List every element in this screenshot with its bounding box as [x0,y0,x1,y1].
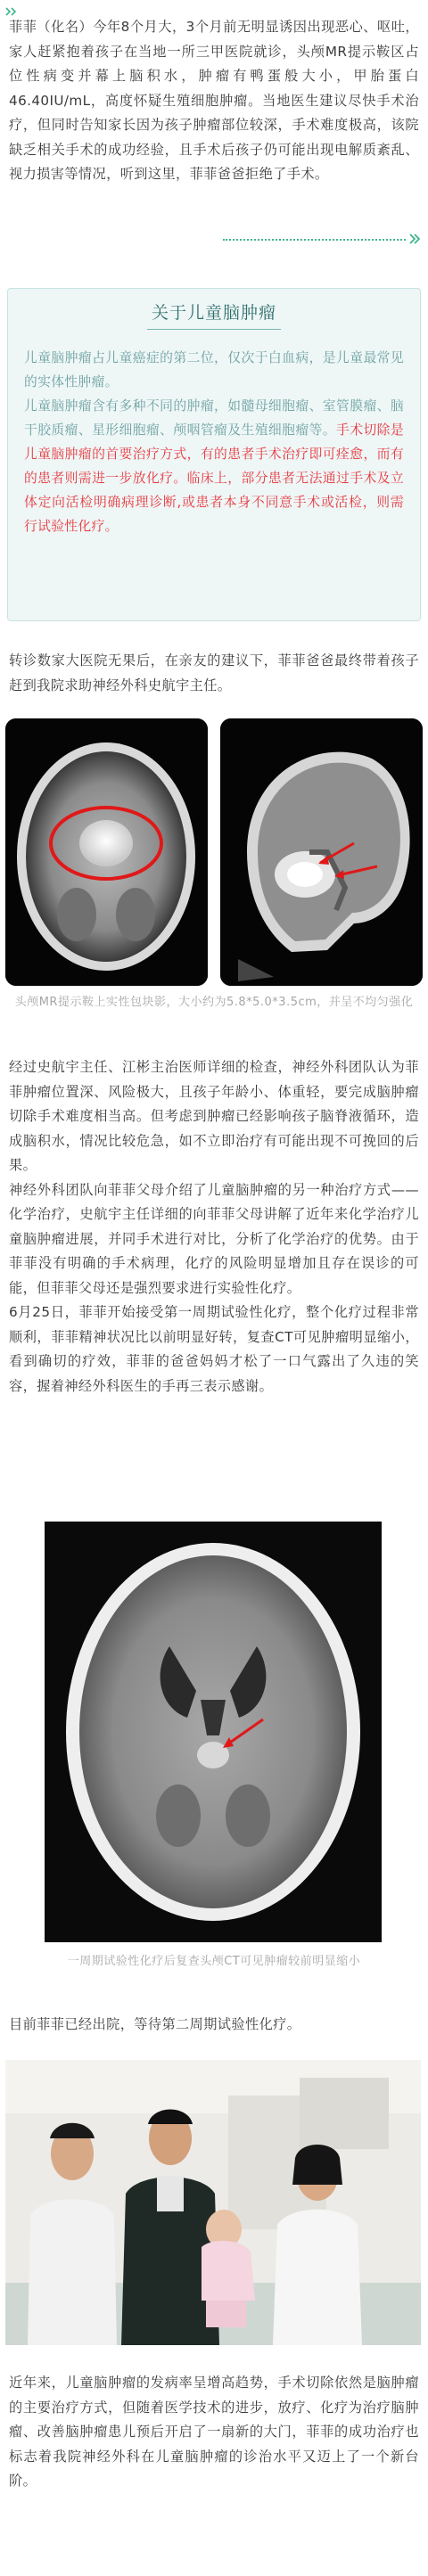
intro-paragraph [9,15,419,187]
title-underline [147,329,281,330]
caption-ct-text: 一周期试验性化疗后复查头颅CT可见肿瘤较前明显缩小 [67,1955,361,1968]
chevron-right-icon [408,234,421,244]
paragraph-status [9,2013,419,2038]
dotted-divider [223,239,406,241]
referral-text: 转诊数家大医院无果后，在亲友的建议下，菲菲爸爸最终带着孩子赶到我院求助神经外科史航宇主任。 [9,652,419,693]
mr-sagittal-image [220,718,423,986]
info-box-body [24,346,404,538]
axial-mri-scan [5,718,208,986]
intro-text: 菲菲（化名）今年8个月大，3个月前无明显诱因出现恶心、呕吐，家人赶紧抱着孩子在当地一所三甲医院就诊，头颅MR提示鞍区占位性病变并幕上脑积水，肿瘤有鸭蛋般大小，甲胎蛋白46.40IU/mL，高度怀疑生殖细胞肿瘤。当地医生建议尽快手术治疗，但同时告知家长因为孩子肿瘤部位较深，手术难度极高，该院缺乏相关手术的成功经验，且手术后孩子仍可能出现电解质紊乱、视力损害等情况，听到这里，菲菲爸爸拒绝了手术。 [9,19,419,182]
paragraph-referral [9,649,419,698]
sagittal-mri-scan [220,718,423,986]
info-box-title: 关于儿童脑肿瘤 [151,303,276,323]
caption-mr-text: 头颅MR提示鞍上实性包块影，大小约为5.8*5.0*3.5cm，并呈不均匀强化 [14,996,414,1009]
info-box-text-highlight: 手术切除是儿童脑肿瘤的首要治疗方式，有的患者手术治疗即可痊愈，而有的患者则需进一步放化疗。临床上，部分患者无法通过手术及立体定向活检明确病理诊断,或患者本身不同意手术或活检，则需行试验性化疗。 [24,422,404,534]
caption-ct [9,1952,419,1972]
ct-scan-image [45,1522,382,1942]
group-photo [5,2060,421,2345]
status-text: 目前菲菲已经出院，等待第二周期试验性化疗。 [9,2016,301,2032]
info-box-header [147,299,281,330]
family-and-doctor-photo [5,2060,421,2345]
treatment-text-3: 6月25日，菲菲开始接受第一周期试验性化疗，整个化疗过程非常顺利，菲菲精神状况比以前明显好转，复查CT可见肿瘤明显缩小，看到确切的疗效，菲菲的爸爸妈妈才松了一口气露出了久违的笑容，握着神经外科医生的手再三表示感谢。 [9,1304,419,1394]
info-box-paragraph-2 [24,394,404,538]
info-box [7,288,421,621]
conclusion-text: 近年来，儿童脑肿瘤的发病率呈增高趋势，手术切除依然是脑肿瘤的主要治疗方式，但随着医学技术的进步，放疗、化疗为治疗脑肿瘤、改善脑肿瘤患儿预后开启了一扇新的大门，菲菲的成功治疗也标志着我院神经外科在儿童脑肿瘤的诊治水平又迈上了一个新台阶。 [9,2375,419,2489]
ct-image [45,1522,382,1942]
treatment-text-2: 神经外科团队向菲菲父母介绍了儿童脑肿瘤的另一种治疗方式——化学治疗，史航宇主任详细的向菲菲父母讲解了近年来化学治疗儿童脑肿瘤进展，并同手术进行对比，分析了化学治疗的优势。由于菲菲没有明确的手术病理，化疗的风险明显增加且存在误诊的可能，但菲菲父母还是强烈要求进行实验性化疗。 [9,1181,419,1296]
info-box-text-normal: 儿童脑肿瘤含有多种不同的肿瘤，如髓母细胞瘤、室管膜瘤、脑干胶质瘤、星形细胞瘤、颅咽管瘤及生殖细胞瘤等。 [24,398,404,438]
paragraph-treatment [9,1055,419,1399]
mr-axial-image [5,718,208,986]
paragraph-conclusion [9,2371,419,2494]
caption-mr [9,993,419,1013]
treatment-text-1: 经过史航宇主任、江彬主治医师详细的检查，神经外科团队认为菲菲肿瘤位置深、风险极大，且孩子年龄小、体重轻，要完成脑肿瘤切除手术难度相当高。但考虑到肿瘤已经影响孩子脑脊液循环，造成脑积水，情况比较危急，如不立即治疗有可能出现不可挽回的后果。 [9,1059,419,1173]
info-box-paragraph-1: 儿童脑肿瘤占儿童癌症的第二位，仅次于白血病，是儿童最常见的实体性肿瘤。 [24,350,404,390]
